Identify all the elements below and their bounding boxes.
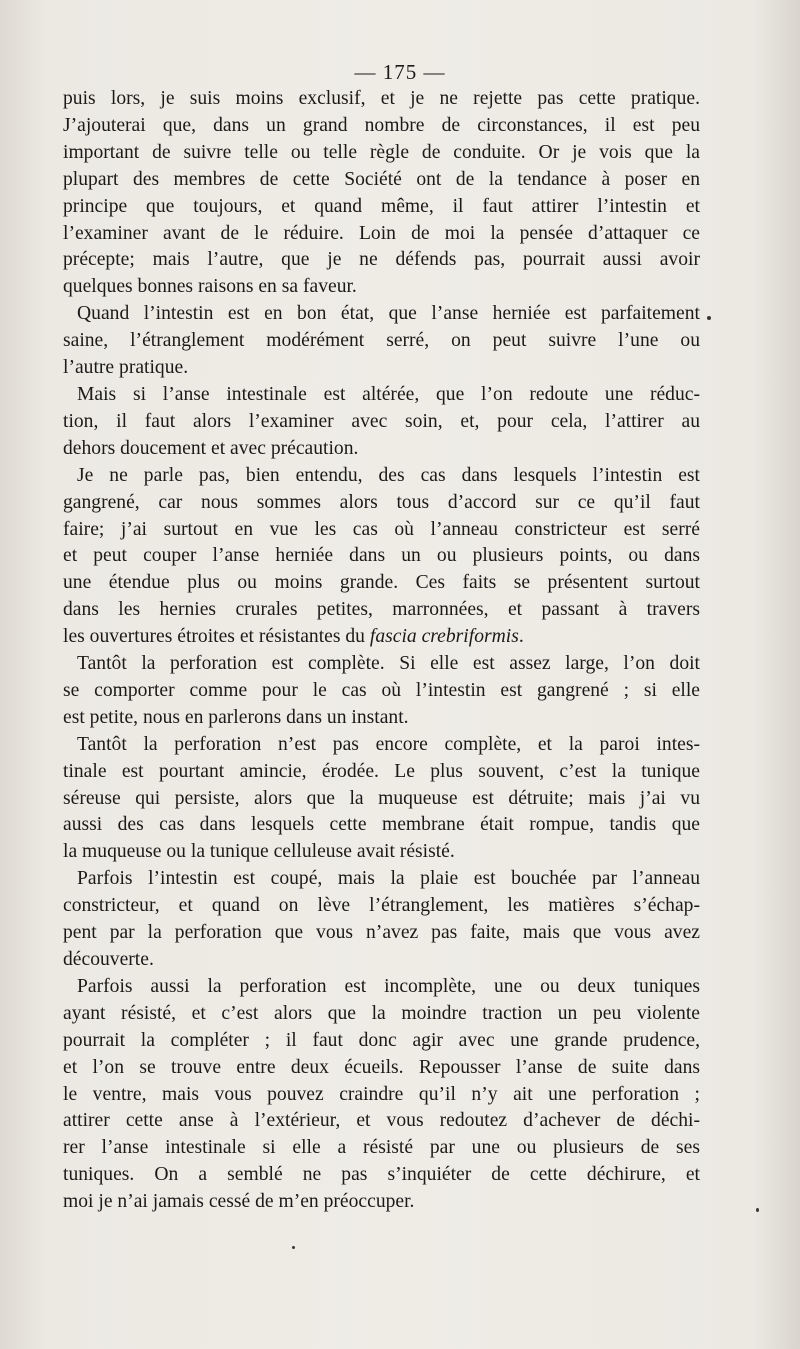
text-line: et l’on se trouve entre deux écueils. Repousser l’anse de suite dans [63,1056,700,1078]
text-line: Je ne parle pas, bien entendu, des cas dans lesquels l’intestin est [77,464,700,486]
paragraph [63,301,700,382]
text-line: précepte; mais l’autre, que je ne défends pas, pourrait aussi avoir [63,249,700,271]
paper-speck [707,316,711,320]
text-line: Parfois l’intestin est coupé, mais la plaie est bouchée par l’anneau [77,868,700,890]
paper-speck [756,1208,759,1212]
paragraph [63,382,700,463]
text-line: les ouvertures étroites et résistantes du fascia crebriformis. [63,626,524,648]
text-line: Tantôt la perforation n’est pas encore complète, et la paroi intes- [77,733,700,755]
text-line: attirer cette anse à l’extérieur, et vous redoutez d’achever de déchi- [63,1110,700,1132]
text-line: ayant résisté, et c’est alors que la moindre traction un peu violente [63,1002,700,1024]
text-line: J’ajouterai que, dans un grand nombre de circonstances, il est peu [63,114,700,136]
text-line: l’autre pratique. [63,357,189,379]
paper-speck [292,1246,295,1249]
text-line: se comporter comme pour le cas où l’intestin est gangrené ; si elle [63,679,700,701]
text-line: dehors doucement et avec précaution. [63,437,359,459]
text-line: tuniques. On a semblé ne pas s’inquiéter de cette déchirure, et [63,1164,700,1186]
paragraph [63,732,700,867]
text-line: saine, l’étranglement modérément serré, on peut suivre l’une ou [63,330,700,352]
text-line: pourrait la compléter ; il faut donc agir avec une grande prudence, [63,1029,700,1051]
text-line: Quand l’intestin est en bon état, que l’anse herniée est parfaitement [77,303,700,325]
paragraph [63,463,700,651]
text-line: aussi des cas dans lesquels cette membrane était rompue, tandis que [63,814,700,836]
text-line: une étendue plus ou moins grande. Ces faits se présentent surtout [63,572,700,594]
text-line: Tantôt la perforation est complète. Si elle est assez large, l’on doit [77,653,700,675]
text-line: est petite, nous en parlerons dans un instant. [63,706,409,728]
body-text [63,86,700,1216]
text-line: principe que toujours, et quand même, il faut attirer l’intestin et [63,195,700,217]
text-line: gangrené, car nous sommes alors tous d’accord sur ce qu’il faut [63,491,700,513]
text-line: puis lors, je suis moins exclusif, et je ne rejette pas cette pratique. [63,88,700,109]
punctuation: . [518,626,524,648]
text-line: la muqueuse ou la tunique celluleuse avait résisté. [63,841,455,863]
text-line: dans les hernies crurales petites, marronnées, et passant à travers [63,599,700,621]
paragraph [63,974,700,1216]
text-line: rer l’anse intestinale si elle a résisté par une ou plusieurs de ses [63,1137,700,1159]
text-line: Mais si l’anse intestinale est altérée, que l’on redoute une réduc- [77,383,700,405]
paragraph [63,866,700,974]
text-line: le ventre, mais vous pouvez craindre qu’il n’y ait une perforation ; [63,1083,700,1105]
text-line: l’examiner avant de le réduire. Loin de moi la pensée d’attaquer ce [63,222,700,244]
page-number: — 175 — [354,60,446,84]
text-line: Parfois aussi la perforation est incomplète, une ou deux tuniques [77,975,700,997]
text-line: pent par la perforation que vous n’avez pas faite, mais que vous avez [63,922,700,944]
text-line: plupart des membres de cette Société ont de la tendance à poser en [63,168,700,190]
paragraph [63,651,700,732]
text-line: faire; j’ai surtout en vue les cas où l’anneau constricteur est serré [63,518,700,540]
text-line: tinale est pourtant amincie, érodée. Le plus souvent, c’est la tunique [63,760,700,782]
text-line: moi je n’ai jamais cessé de m’en préoccuper. [63,1191,415,1213]
text-line: séreuse qui persiste, alors que la muqueuse est détruite; mais j’ai vu [63,787,700,809]
text-line: et peut couper l’anse herniée dans un ou plusieurs points, ou dans [63,545,700,567]
text-line: constricteur, et quand on lève l’étranglement, les matières s’échap- [63,895,700,917]
paragraph [63,86,700,301]
text-line: découverte. [63,949,154,970]
text-line: quelques bonnes raisons en sa faveur. [63,276,357,298]
text-line: important de suivre telle ou telle règle de conduite. Or je vois que la [63,141,700,163]
text-line: tion, il faut alors l’examiner avec soin, et, pour cela, l’attirer au [63,410,700,432]
italic-term: fascia crebriformis [369,626,519,648]
